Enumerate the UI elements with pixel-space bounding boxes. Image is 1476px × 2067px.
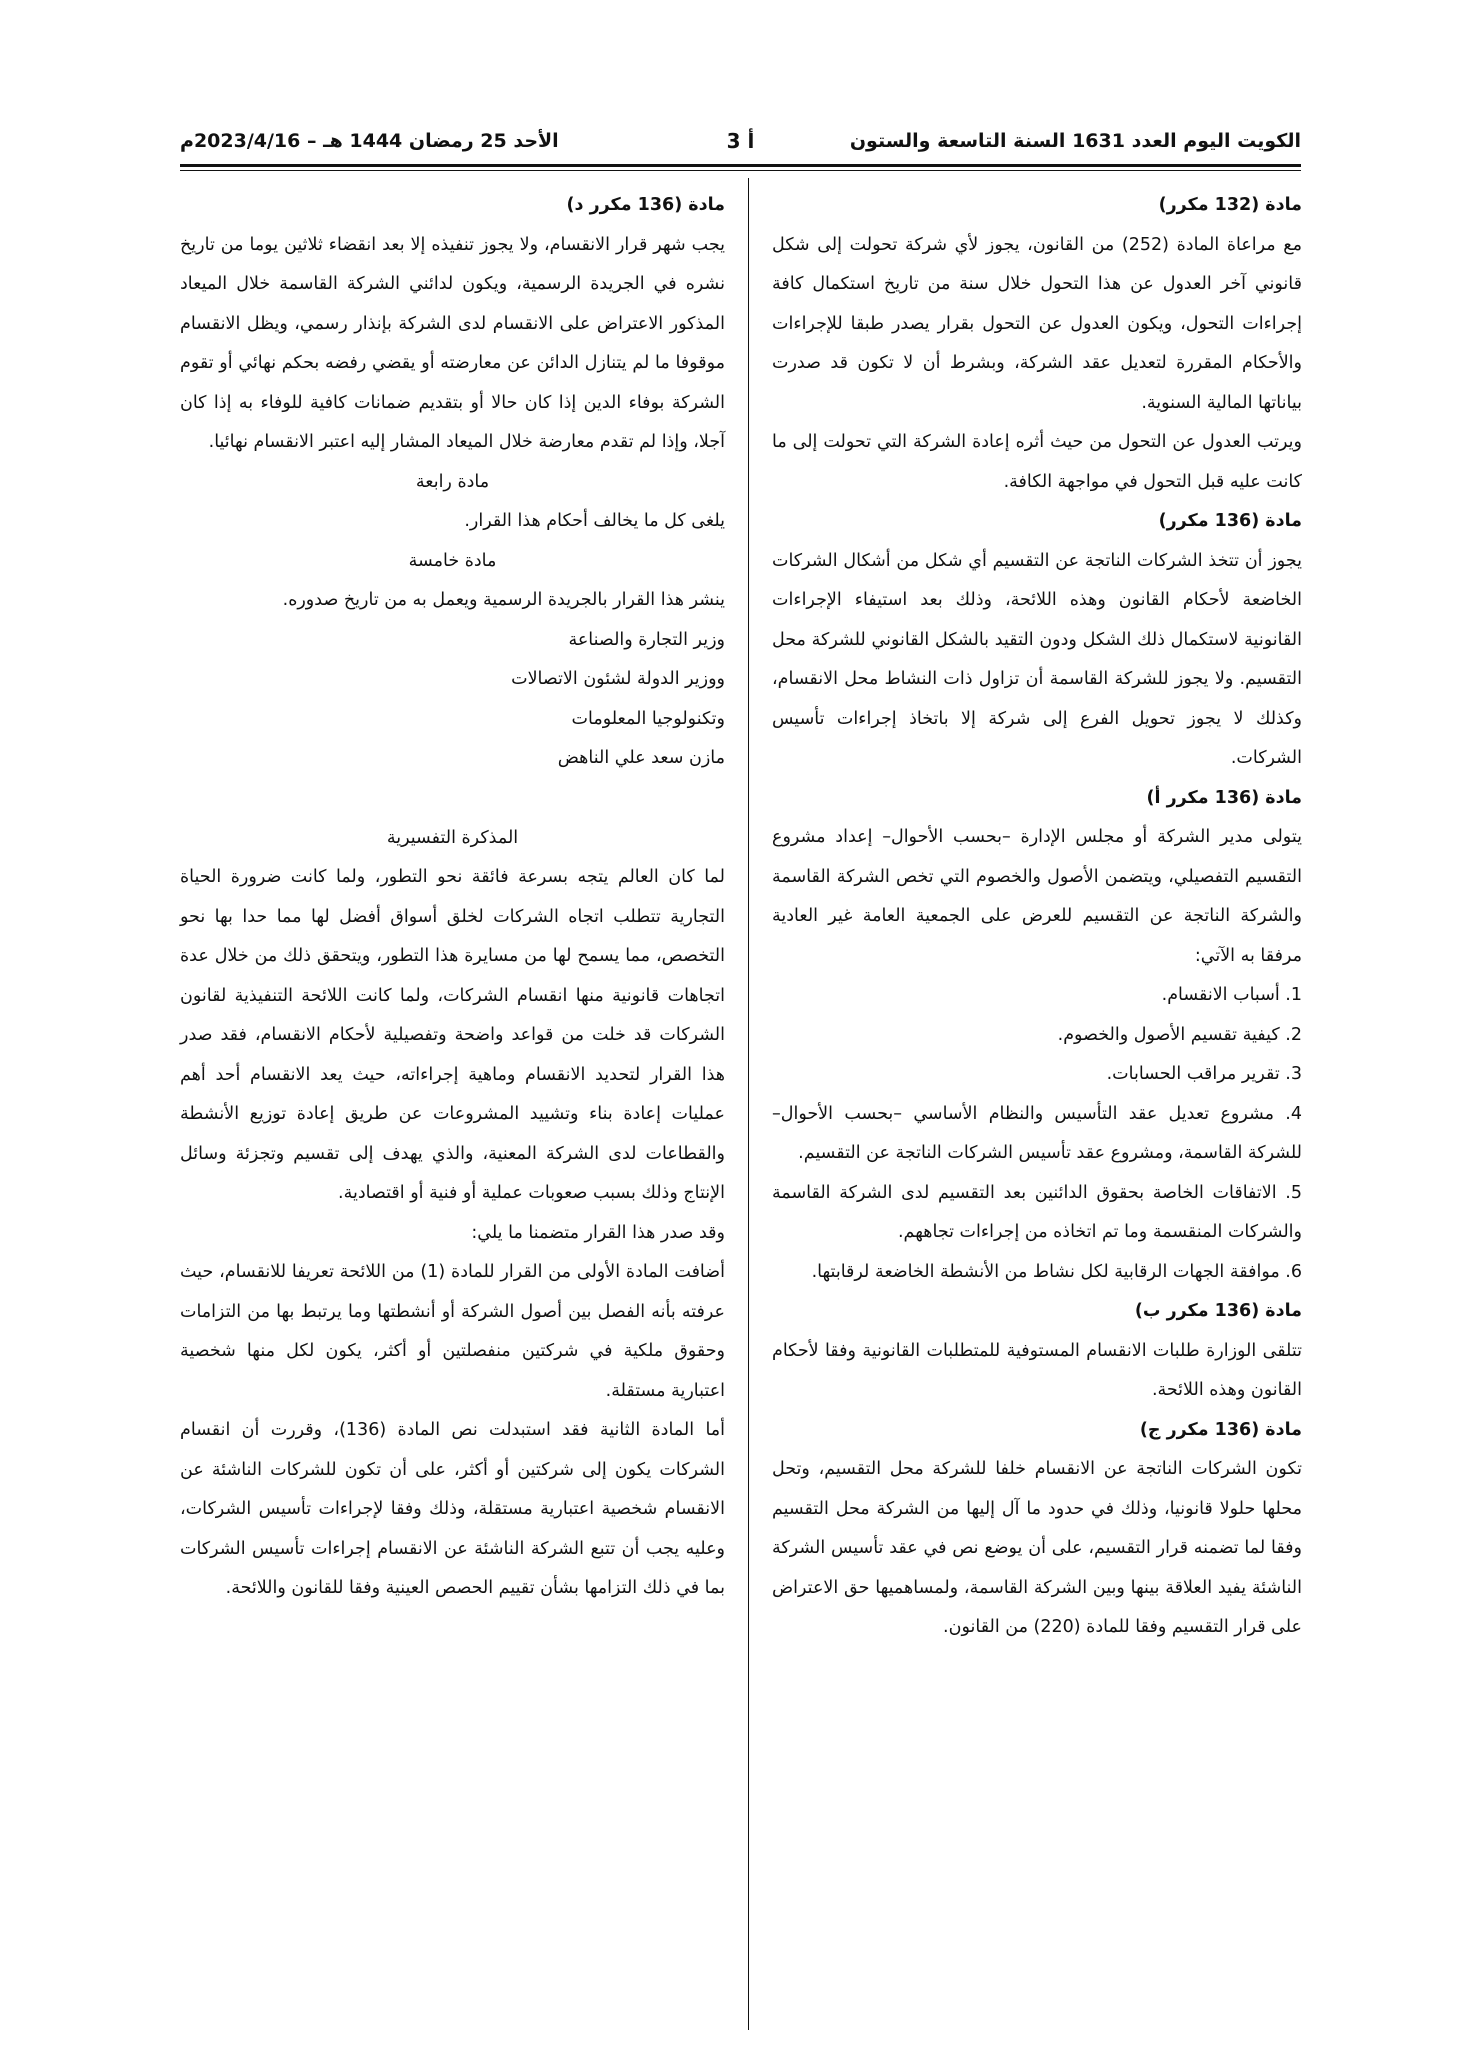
list-item: 2. كيفية تقسيم الأصول والخصوم.	[1057, 1024, 1302, 1045]
paragraph: يتولى مدير الشركة أو مجلس الإدارة –بحسب الأحوال– إعداد مشروع التقسيم التفصيلي، ويتضمن الأصول والخصوم التي تخص الشركة القاسمة والشركة الناتجة عن التقسيم للعرض على الجمعية العامة غير العادية مرفقا به الآتي:	[772, 827, 1302, 966]
article-heading: مادة (136 مكرر أ)	[1146, 787, 1302, 808]
left-column	[180, 186, 725, 1609]
paragraph: ويرتب العدول عن التحول من حيث أثره إعادة الشركة التي تحولت إلى ما كانت عليه قبل التحول في مواجهة الكافة.	[772, 432, 1302, 492]
article-heading: مادة (136 مكرر د)	[566, 195, 725, 215]
list-item: 5. الاتفاقات الخاصة بحقوق الدائنين بعد التقسيم لدى الشركة القاسمة والشركات المنقسمة وما تم اتخاذه من إجراءات تجاههم.	[772, 1182, 1302, 1242]
article-heading: مادة (136 مكرر ب)	[1134, 1301, 1302, 1321]
list-item: 3. تقرير مراقب الحسابات.	[1106, 1064, 1302, 1084]
column-separator	[748, 178, 749, 2030]
spacer	[180, 779, 725, 819]
paragraph: أما المادة الثانية فقد استبدلت نص المادة (136)، وقررت أن انقسام الشركات يكون إلى شركتين أو أكثر، على أن تكون للشركات الناشئة عن الانقسام شخصية اعتبارية مستقلة، وذلك وفقا لإجراءات تأسيس الشركات، وعليه يجب أن تتبع الشركة الناشئة عن الانقسام إجراءات تأسيس الشركات بما في ذلك التزامها بشأن تقييم الحصص العينية وفقا للقانون واللائحة.	[180, 1420, 726, 1598]
header-rule-thin	[180, 170, 1301, 171]
signature-line: ووزير الدولة لشئون الاتصالات	[511, 669, 725, 689]
header-rule-thick	[180, 164, 1301, 167]
article-heading: مادة (136 مكرر ج)	[1139, 1419, 1302, 1440]
paragraph: تكون الشركات الناتجة عن الانقسام خلفا للشركة محل التقسيم، وتحل محلها حلولا قانونيا، وذلك في حدود ما آل إليها من الشركة محل التقسيم وفقا لما تضمنه قرار التقسيم، على أن يوضع نص في عقد تأسيس الشركة الناشئة يفيد العلاقة بينها وبين الشركة القاسمة، ولمساهميها حق الاعتراض على قرار التقسيم وفقا للمادة (220) من القانون.	[772, 1459, 1302, 1637]
paragraph: ينشر هذا القرار بالجريدة الرسمية ويعمل به من تاريخ صدوره.	[282, 590, 725, 610]
signature-line: وتكنولوجيا المعلومات	[571, 708, 725, 729]
paragraph: لما كان العالم يتجه بسرعة فائقة نحو التطور، ولما كانت ضرورة الحياة التجارية تتطلب اتجاه الشركات لخلق أسواق أفضل لها مما حدا بها نحو التخصص، مما يسمح لها من مسايرة هذا التطور، ويتحقق ذلك من خلال عدة اتجاهات قانونية منها انقسام الشركات، ولما كانت اللائحة التنفيذية لقانون الشركات قد خلت من قواعد واضحة وتفصيلية لأحكام الانقسام، فقد صدر هذا القرار لتحديد الانقسام وماهية إجراءاته، حيث يعد الانقسام أحد أهم عمليات إعادة بناء وتشييد المشروعات عن طريق إعادة توزيع الأنشطة والقطاعات لدى الشركة المعنية، والذي يهدف إلى تقسيم وتجزئة وسائل الإنتاج وذلك بسبب صعوبات عملية أو فنية أو اقتصادية.	[180, 867, 725, 1203]
signature-line: مازن سعد علي الناهض	[557, 748, 725, 768]
section-heading: المذكرة التفسيرية	[386, 827, 519, 848]
section-heading: مادة خامسة	[408, 550, 497, 571]
list-item: 4. مشروع تعديل عقد التأسيس والنظام الأساسي –بحسب الأحوال– للشركة القاسمة، ومشروع عقد تأسيس الشركات الناتجة عن التقسيم.	[772, 1103, 1302, 1163]
paragraph: تتلقى الوزارة طلبات الانقسام المستوفية للمتطلبات القانونية وفقا لأحكام القانون وهذه اللائحة.	[772, 1340, 1302, 1400]
list-item: 1. أسباب الانقسام.	[1161, 985, 1302, 1005]
page-header	[180, 118, 1301, 164]
article-heading: مادة (136 مكرر)	[1158, 511, 1302, 531]
header-date: الأحد 25 رمضان 1444 هـ – 2023/4/16م	[180, 130, 559, 152]
signature-line: وزير التجارة والصناعة	[568, 629, 725, 650]
paragraph: يلغى كل ما يخالف أحكام هذا القرار.	[464, 511, 725, 531]
paragraph: يجوز أن تتخذ الشركات الناتجة عن التقسيم أي شكل من أشكال الشركات الخاضعة لأحكام القانون وهذه اللائحة، وذلك بعد استيفاء الإجراءات القانونية لاستكمال ذلك الشكل ودون التقيد بالشكل القانوني للشركة محل التقسيم. ولا يجوز للشركة القاسمة أن تزاول ذات النشاط محل الانقسام، وكذلك لا يجوز تحويل الفرع إلى شركة إلا باتخاذ إجراءات تأسيس الشركات.	[772, 550, 1302, 768]
article-heading: مادة (132 مكرر)	[1158, 195, 1302, 215]
page-number: أ 3	[726, 129, 755, 153]
right-column	[772, 186, 1302, 1648]
list-item: 6. موافقة الجهات الرقابية لكل نشاط من الأنشطة الخاضعة لرقابتها.	[811, 1261, 1302, 1282]
paragraph: أضافت المادة الأولى من القرار للمادة (1) من اللائحة تعريفا للانقسام، حيث عرفته بأنه الفصل بين أصول الشركة أو أنشطتها وما يرتبط بها من التزامات وحقوق ملكية في شركتين منفصلتين أو أكثر، يكون لكل منها شخصية اعتبارية مستقلة.	[180, 1262, 725, 1401]
paragraph: مع مراعاة المادة (252) من القانون، يجوز لأي شركة تحولت إلى شكل قانوني آخر العدول عن هذا التحول خلال سنة من تاريخ استكمال كافة إجراءات التحول، ويكون العدول عن التحول بقرار يصدر طبقا للإجراءات والأحكام المقررة لتعديل عقد الشركة، وبشرط أن لا تكون قد صدرت بياناتها المالية السنوية.	[772, 234, 1302, 413]
section-heading: مادة رابعة	[415, 471, 490, 492]
paragraph: وقد صدر هذا القرار متضمنا ما يلي:	[471, 1222, 725, 1243]
header-issue-info: الكويت اليوم العدد 1631 السنة التاسعة والستون	[849, 130, 1301, 152]
paragraph: يجب شهر قرار الانقسام، ولا يجوز تنفيذه إلا بعد انقضاء ثلاثين يوما من تاريخ نشره في الجريدة الرسمية، ويكون لدائني الشركة القاسمة خلال الميعاد المذكور الاعتراض على الانقسام لدى الشركة بإنذار رسمي، ويظل الانقسام موقوفا ما لم يتنازل الدائن عن معارضته أو يقضي رفضه بحكم نهائي أو تقوم الشركة بوفاء الدين إذا كان حالا أو بتقديم ضمانات كافية للوفاء به إذا كان آجلا، وإذا لم تقدم معارضة خلال الميعاد المشار إليه اعتبر الانقسام نهائيا.	[180, 234, 725, 452]
